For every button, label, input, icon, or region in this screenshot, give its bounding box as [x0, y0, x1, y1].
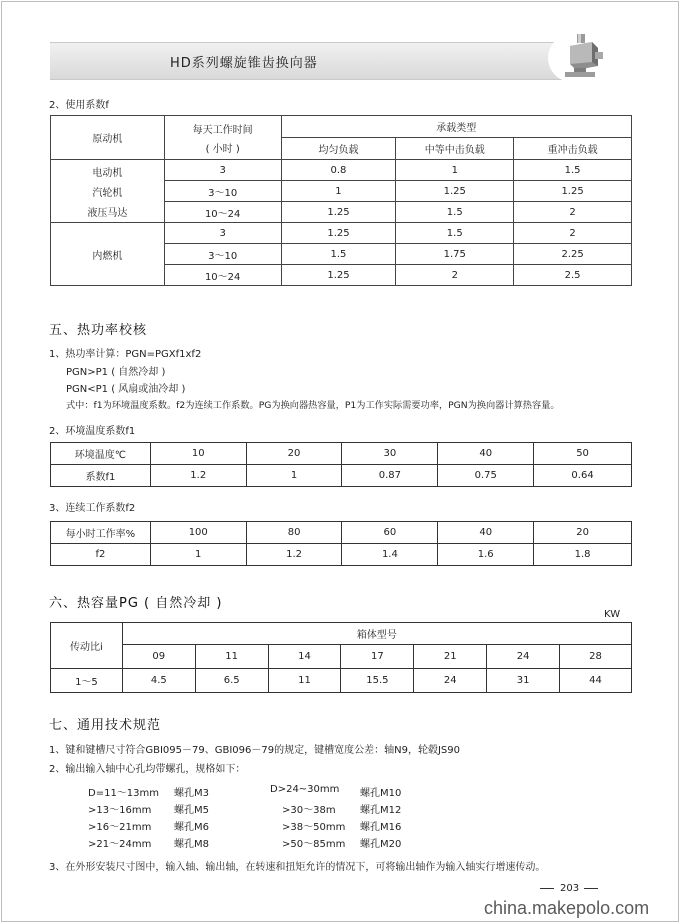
list-item: 螺孔M20	[360, 839, 402, 850]
list-item: D=11～13mm	[88, 788, 160, 799]
list-item: 螺孔M3	[174, 788, 209, 799]
table-cell: 1.25	[396, 181, 514, 202]
table-cell: 40	[438, 443, 534, 465]
heat-capacity-table	[50, 622, 632, 693]
table-cell: 1～5	[51, 669, 123, 693]
table-cell: 1.25	[281, 202, 396, 223]
table-cell: 1.4	[342, 544, 438, 566]
table-cell: 环境温度℃	[51, 443, 151, 465]
table-cell: 50	[534, 443, 632, 465]
spec-line-3: 3、在外形安装尺寸图中，输入轴、输出轴，在转速和扭矩允许的情况下，可将输出轴作为输入轴实行增速传动。	[49, 862, 546, 873]
unit-label: KW	[604, 609, 621, 620]
group1-label	[51, 160, 165, 223]
table-cell: 100	[150, 522, 246, 544]
table-cell: 15.5	[341, 669, 414, 693]
table-cell: 20	[534, 522, 632, 544]
table-cell: 11	[195, 645, 268, 669]
list-item: 螺孔M10	[360, 788, 402, 799]
table-cell: 0.75	[438, 465, 534, 487]
table-cell: 30	[342, 443, 438, 465]
col-prime-mover: 原动机	[51, 116, 165, 160]
group1-label-line: 汽轮机	[92, 187, 123, 199]
load-col-heavy: 重冲击负载	[514, 138, 632, 160]
table-cell: 14	[268, 645, 341, 669]
table-cell: 2	[514, 223, 632, 244]
table-cell: 1.5	[396, 223, 514, 244]
thermal-fan-cooling-line: PGN<P1 ( 风扇或油冷却 )	[66, 384, 186, 395]
table-cell: 1.5	[514, 160, 632, 181]
list-item: >30～38m	[282, 805, 336, 816]
col-hours	[164, 116, 281, 160]
table-cell: 44	[560, 669, 632, 693]
table-row	[51, 645, 632, 669]
table-cell: 1.6	[438, 544, 534, 566]
list-item: 螺孔M12	[360, 805, 402, 816]
table-row	[51, 522, 632, 544]
list-item: 螺孔M8	[174, 839, 209, 850]
list-item: D>24~30mm	[270, 784, 340, 795]
table-cell: 1	[396, 160, 514, 181]
list-item: >16～21mm	[88, 822, 152, 833]
table-cell: 1	[281, 181, 396, 202]
col-hours-line1: 每天工作时间	[192, 124, 253, 136]
table-row	[51, 223, 632, 244]
list-item: >21～24mm	[88, 839, 152, 850]
table-cell: 2	[396, 265, 514, 286]
table-cell: 40	[438, 522, 534, 544]
table-cell: 10～24	[164, 202, 281, 223]
table-cell: 1	[150, 544, 246, 566]
ratio-label: 传动比i	[51, 623, 123, 669]
spec-line-1: 1、键和键槽尺寸符合GBI095－79、GBI096－79的规定，键槽宽度公差：轴N9，轮毂JS90	[49, 745, 460, 756]
load-col-medium: 中等中击负载	[396, 138, 514, 160]
general-spec-heading: 七、通用技术规范	[49, 718, 162, 733]
table-cell: 2	[514, 202, 632, 223]
page-number-dash-left	[540, 888, 554, 889]
table-cell: 2.25	[514, 244, 632, 265]
thermal-formula-line: 1、热功率计算：PGN=PGXf1xf2	[49, 349, 202, 360]
table-row	[51, 544, 632, 566]
table-cell: 1.25	[281, 265, 396, 286]
table-row	[51, 443, 632, 465]
usage-factor-heading: 2、使用系数f	[49, 100, 109, 111]
table-cell: 1.2	[150, 465, 246, 487]
load-col-uniform: 均匀负载	[281, 138, 396, 160]
table-cell: 80	[246, 522, 342, 544]
list-item: >38～50mm	[282, 822, 346, 833]
table-cell: 60	[342, 522, 438, 544]
table-cell: 1.5	[281, 244, 396, 265]
continuous-work-table	[50, 521, 632, 566]
table-cell: 系数f1	[51, 465, 151, 487]
table-cell: 3～10	[164, 244, 281, 265]
table-cell: 4.5	[122, 669, 195, 693]
page-title: HD系列螺旋锥齿换向器	[170, 56, 318, 71]
table-cell: 0.64	[534, 465, 632, 487]
table-cell: 1.75	[396, 244, 514, 265]
list-item: 螺孔M16	[360, 822, 402, 833]
table-cell: 28	[560, 645, 632, 669]
ambient-temp-heading: 2、环境温度系数f1	[49, 426, 136, 437]
list-item: 螺孔M6	[174, 822, 209, 833]
table-cell: 11	[268, 669, 341, 693]
thermal-check-heading: 五、热功率校核	[49, 323, 148, 338]
table-cell: 每小时工作率%	[51, 522, 151, 544]
group1-label-line: 电动机	[92, 167, 123, 179]
list-item: >50～85mm	[282, 839, 346, 850]
table-cell: 1.25	[514, 181, 632, 202]
header-banner	[50, 42, 602, 80]
table-cell: 1.5	[396, 202, 514, 223]
ambient-temp-table	[50, 442, 632, 487]
table-row	[51, 669, 632, 693]
spec-line-2: 2、输出输入轴中心孔均带螺孔，规格如下：	[49, 764, 246, 775]
thermal-legend-line: 式中：f1为环境温度系数。f2为连续工作系数。PG为换向器热容量，P1为工作实际需要功率，PGN为换向器计算热容量。	[66, 400, 560, 411]
table-cell: 2.5	[514, 265, 632, 286]
group2-label: 内燃机	[51, 223, 165, 286]
table-cell: 1.25	[281, 223, 396, 244]
col-hours-line2: ( 小时 )	[205, 143, 240, 155]
table-cell: 10～24	[164, 265, 281, 286]
table-cell: 20	[246, 443, 342, 465]
table-cell: 31	[487, 669, 560, 693]
table-cell: 3	[164, 223, 281, 244]
table-cell: 1	[246, 465, 342, 487]
thermal-natural-cooling-line: PGN>P1 ( 自然冷却 )	[66, 367, 166, 378]
table-cell: 1.2	[246, 544, 342, 566]
table-cell: 1.8	[534, 544, 632, 566]
usage-factor-table	[50, 115, 632, 286]
table-cell: 10	[150, 443, 246, 465]
table-row	[51, 160, 632, 181]
table-cell: 6.5	[195, 669, 268, 693]
table-cell: 3～10	[164, 181, 281, 202]
table-cell: 3	[164, 160, 281, 181]
list-item: 螺孔M5	[174, 805, 209, 816]
table-cell: 21	[414, 645, 487, 669]
page-number: 203	[560, 883, 580, 894]
table-cell: 24	[414, 669, 487, 693]
table-cell: f2	[51, 544, 151, 566]
table-cell: 0.8	[281, 160, 396, 181]
col-load-type: 承载类型	[281, 116, 631, 138]
table-cell: 17	[341, 645, 414, 669]
watermark: china.makepolo.com	[484, 898, 650, 918]
table-cell: 24	[487, 645, 560, 669]
table-cell: 09	[122, 645, 195, 669]
heat-capacity-heading: 六、热容量PG ( 自然冷却 )	[49, 596, 223, 611]
group1-label-line: 液压马达	[87, 207, 128, 219]
table-cell: 0.87	[342, 465, 438, 487]
gearbox-icon	[562, 32, 604, 80]
table-row	[51, 465, 632, 487]
box-model-label: 箱体型号	[122, 623, 631, 645]
continuous-work-heading: 3、连续工作系数f2	[49, 503, 136, 514]
page-number-dash-right	[584, 888, 598, 889]
list-item: >13～16mm	[88, 805, 152, 816]
